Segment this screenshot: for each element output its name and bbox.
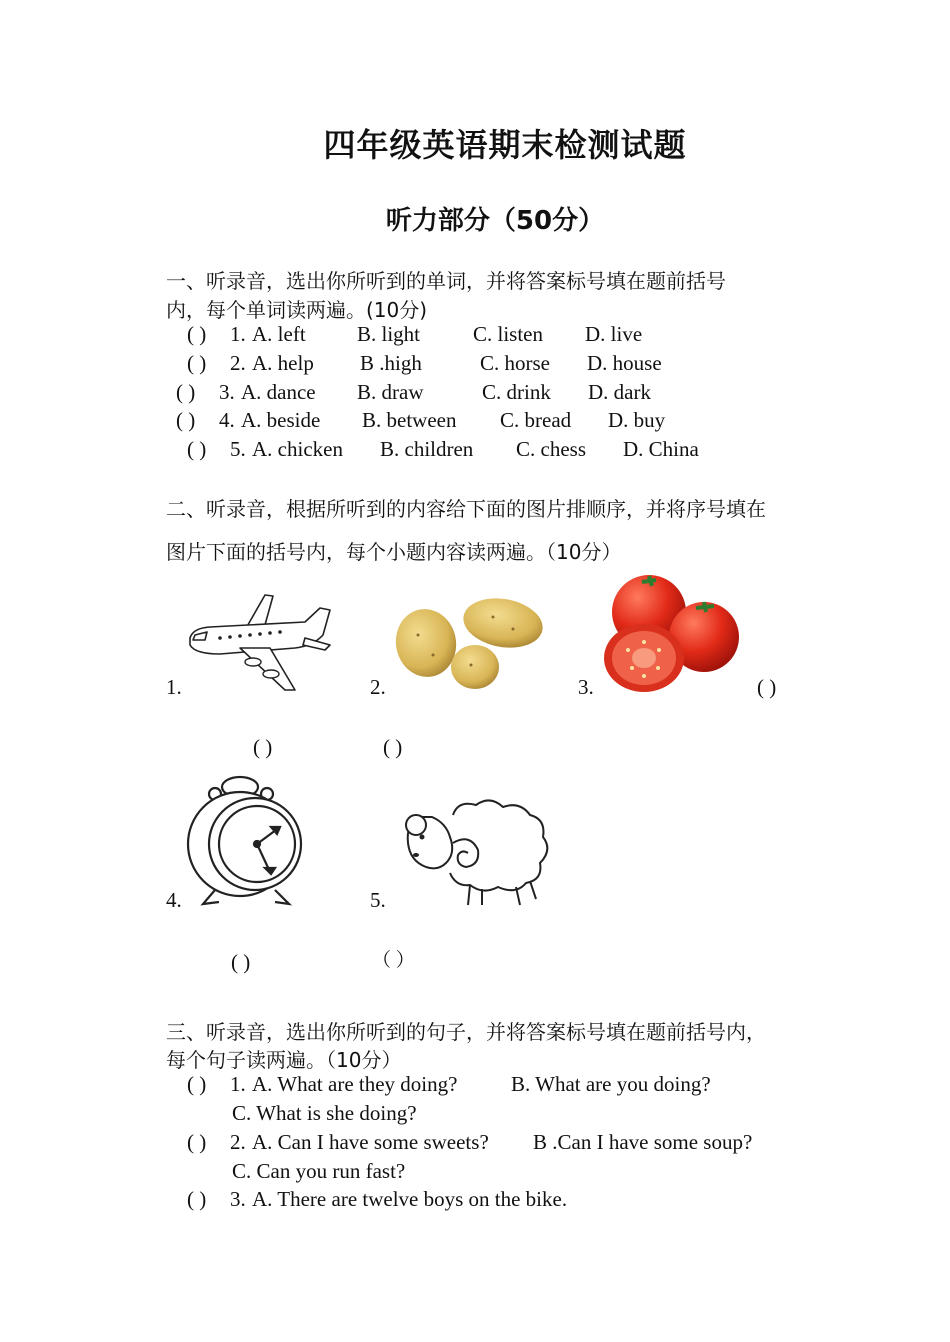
option-b: B. draw — [357, 380, 424, 404]
option-c: C. bread — [500, 408, 572, 432]
option-d: D. house — [587, 351, 662, 375]
section3-heading-line1: 三、听录音，选出你所听到的句子，并将答案标号填在题前括号内， — [166, 1020, 766, 1044]
section2-heading-line2: 图片下面的括号内，每个小题内容读两遍。（10分） — [166, 540, 622, 564]
question-number: 3. — [219, 380, 235, 404]
option-a: A. Can I have some sweets? — [252, 1130, 489, 1154]
potatoes-icon — [393, 595, 548, 695]
answer-bracket[interactable]: ( ) — [187, 1072, 207, 1096]
question-number: 3. — [230, 1187, 246, 1211]
answer-bracket-picture-2[interactable]: ( ) — [383, 735, 403, 759]
option-a: A. chicken — [252, 437, 343, 461]
question-number: 2. — [230, 1130, 246, 1154]
answer-bracket[interactable]: ( ) — [187, 1187, 207, 1211]
section1-heading-line2: 内，每个单词读两遍。(10分) — [166, 298, 428, 322]
question-number: 4. — [219, 408, 235, 432]
question-number: 2. — [230, 351, 246, 375]
page-title: 四年级英语期末检测试题 — [323, 126, 687, 164]
option-a: A. left — [252, 322, 306, 346]
answer-bracket[interactable]: ( ) — [187, 1130, 207, 1154]
option-c: C. listen — [473, 322, 544, 346]
question-number: 5. — [230, 437, 246, 461]
answer-bracket-picture-4[interactable]: ( ) — [231, 950, 251, 974]
picture-number-4: 4. — [166, 888, 182, 912]
option-d: D. China — [623, 437, 699, 461]
picture-number-3: 3. — [578, 675, 594, 699]
option-d: D. live — [585, 322, 643, 346]
option-b: B. What are you doing? — [511, 1072, 711, 1096]
sheep-icon — [398, 795, 553, 907]
option-a: A. There are twelve boys on the bike. — [252, 1187, 568, 1211]
tomatoes-icon — [604, 572, 744, 694]
section2-heading-line1: 二、听录音，根据所听到的内容给下面的图片排顺序，并将序号填在 — [166, 497, 766, 521]
answer-bracket[interactable]: ( ) — [176, 408, 196, 432]
option-a: A. beside — [241, 408, 321, 432]
option-c: C. horse — [480, 351, 550, 375]
option-a: A. help — [252, 351, 314, 375]
answer-bracket[interactable]: ( ) — [176, 380, 196, 404]
option-a: A. What are they doing? — [252, 1072, 458, 1096]
option-b: B .Can I have some soup? — [533, 1130, 753, 1154]
option-b: B .high — [360, 351, 422, 375]
question-number: 1. — [230, 1072, 246, 1096]
option-d: D. dark — [588, 380, 651, 404]
option-b: B. light — [357, 322, 421, 346]
answer-bracket[interactable]: ( ) — [187, 351, 207, 375]
option-c: C. drink — [482, 380, 551, 404]
answer-bracket[interactable]: ( ) — [187, 437, 207, 461]
section3-heading-line2: 每个句子读两遍。（10分） — [166, 1048, 402, 1072]
option-d: D. buy — [608, 408, 666, 432]
answer-bracket-picture-3[interactable]: ( ) — [757, 675, 777, 699]
option-b: B. between — [362, 408, 457, 432]
section1-heading-line1: 一、听录音，选出你所听到的单词，并将答案标号填在题前括号 — [166, 269, 726, 293]
answer-bracket-picture-1[interactable]: ( ) — [253, 735, 273, 759]
option-c: C. Can you run fast? — [232, 1159, 406, 1183]
option-b: B. children — [380, 437, 474, 461]
picture-number-5: 5. — [370, 888, 386, 912]
answer-bracket-picture-5[interactable]: （ ） — [372, 950, 415, 971]
section-title-listening: 听力部分（50分） — [385, 206, 605, 236]
picture-number-2: 2. — [370, 675, 386, 699]
option-c: C. chess — [516, 437, 586, 461]
airplane-icon — [185, 590, 335, 695]
picture-number-1: 1. — [166, 675, 182, 699]
option-a: A. dance — [241, 380, 316, 404]
alarm-clock-icon — [185, 772, 305, 907]
answer-bracket[interactable]: ( ) — [187, 322, 207, 346]
option-c: C. What is she doing? — [232, 1101, 417, 1125]
question-number: 1. — [230, 322, 246, 346]
